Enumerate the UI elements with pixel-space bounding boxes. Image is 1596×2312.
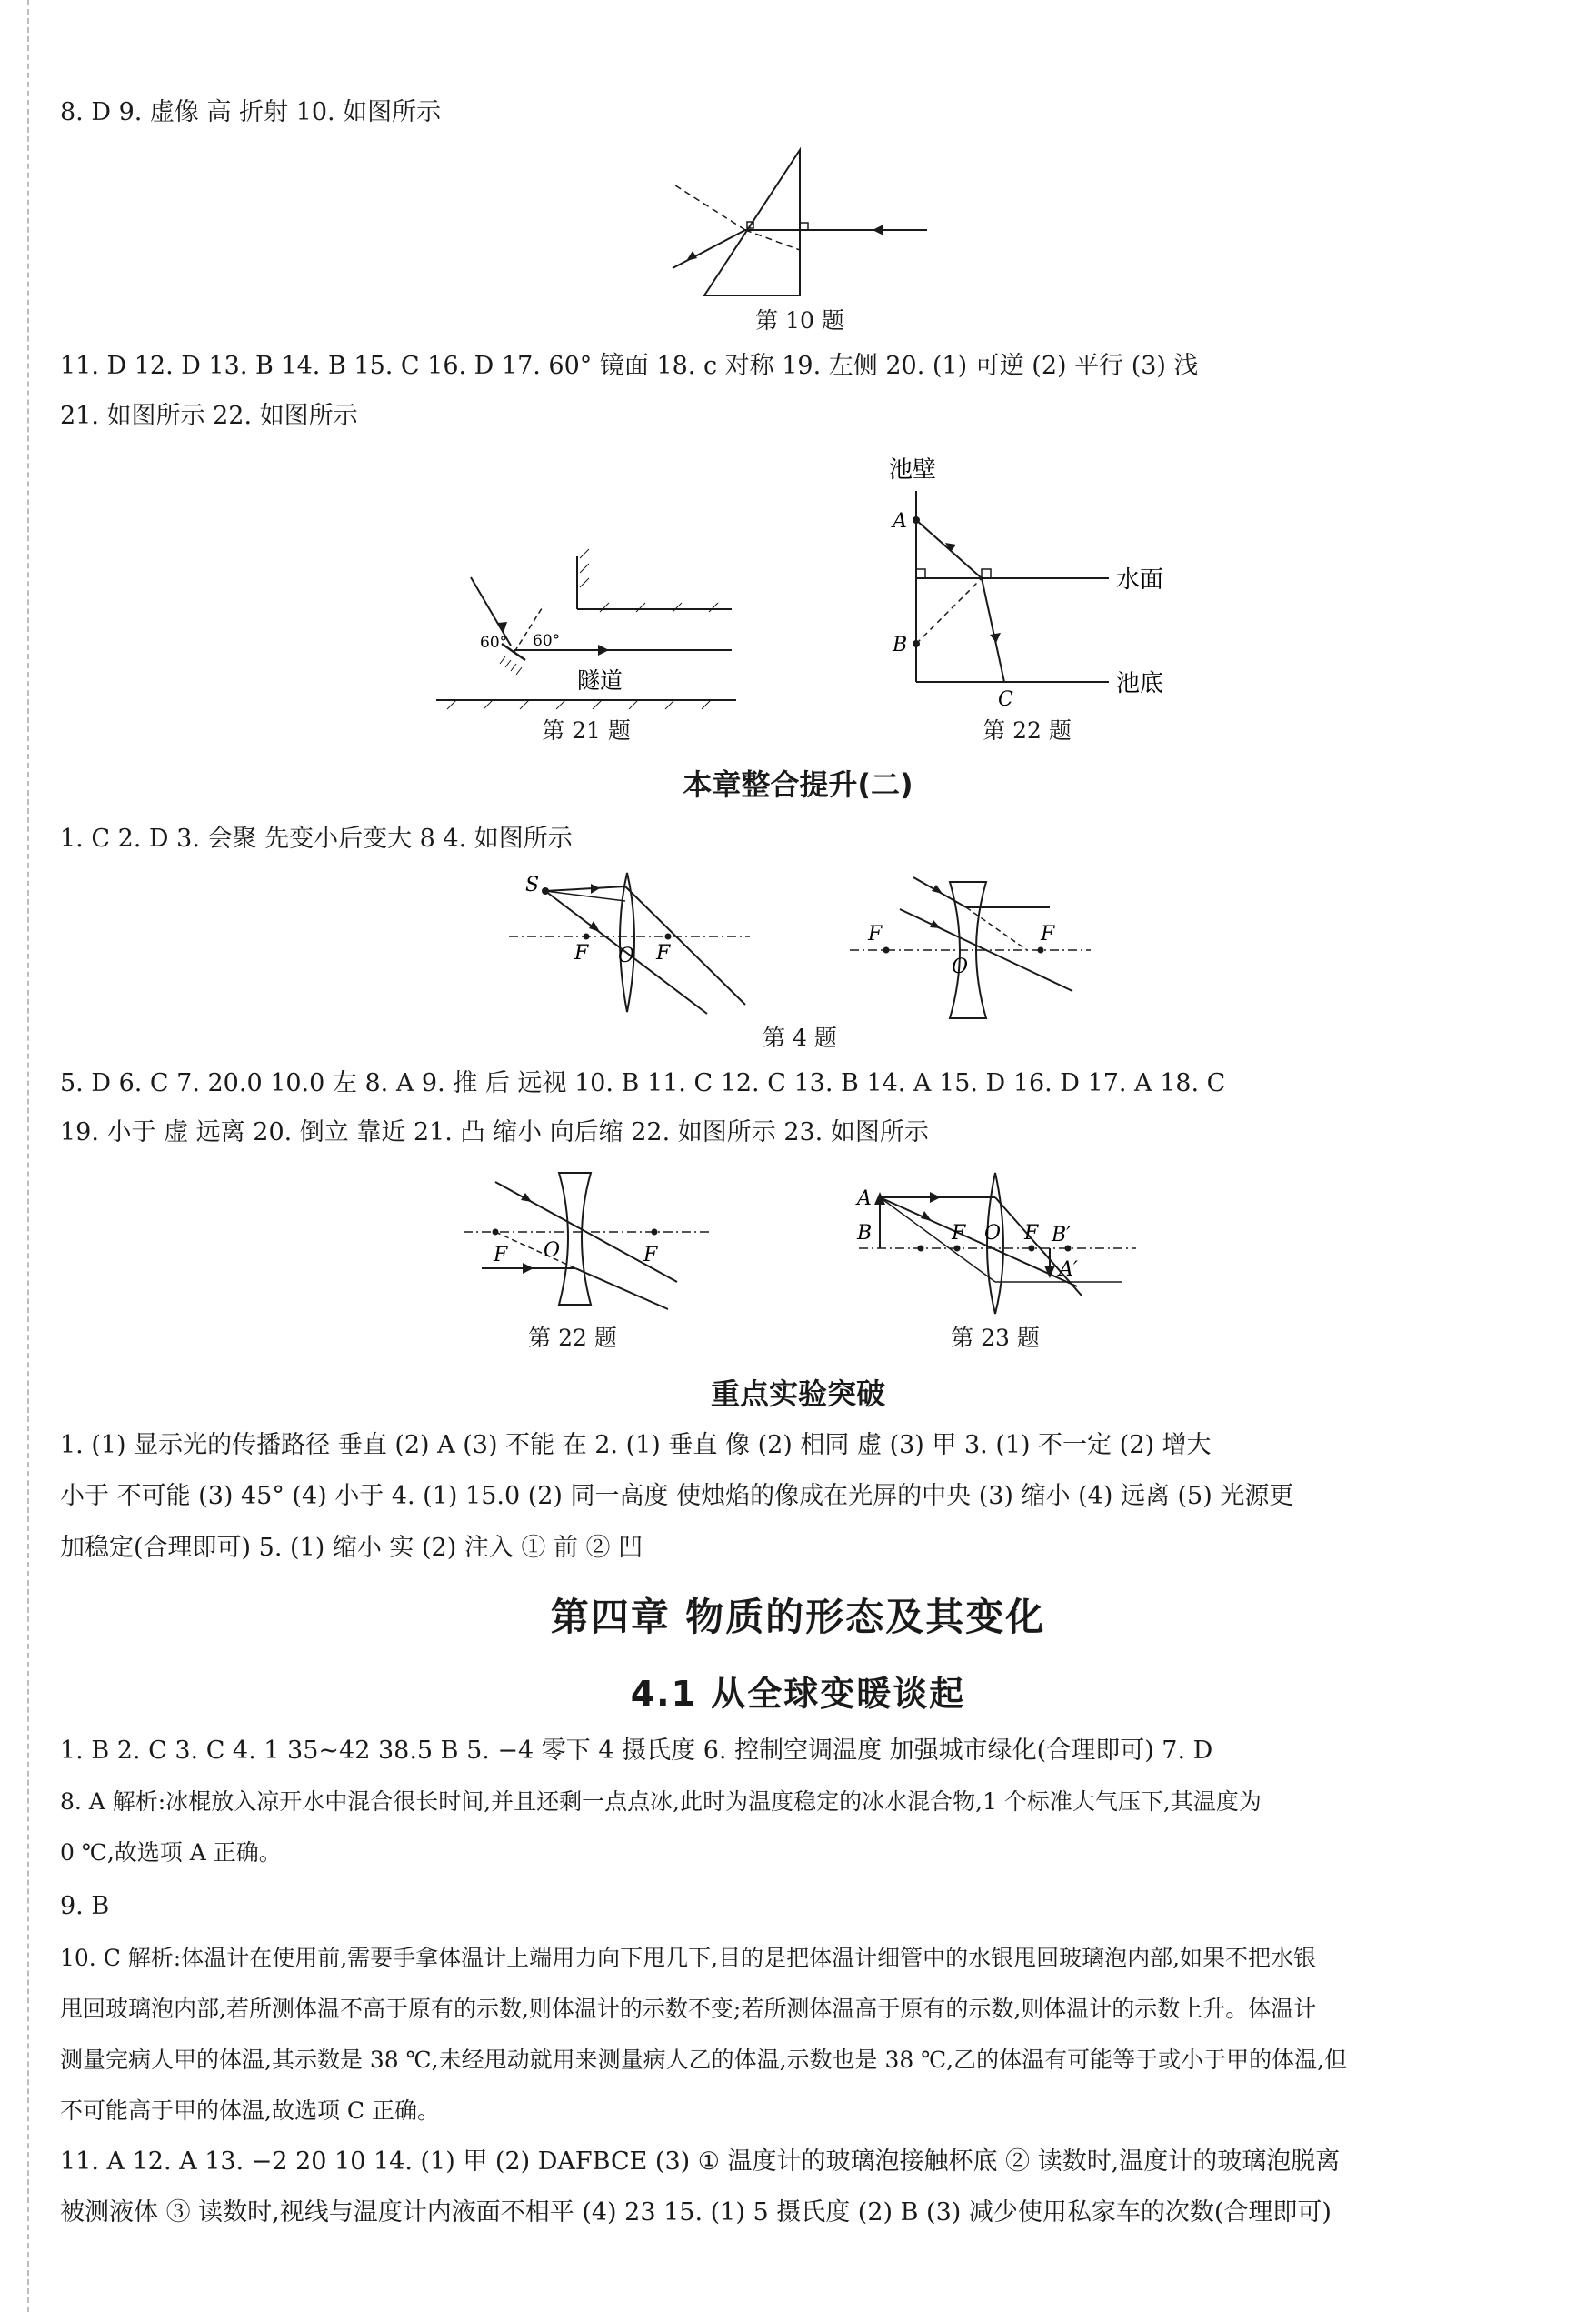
figure-4b-focus-label-right: F [1041, 923, 1055, 946]
answer-line-exp-1-3: 1. (1) 显示光的传播路径 垂直 (2) A (3) 不能 在 2. (1) 垂直 像 (2) 相同 虚 (3) 甲 3. (1) 不一定 (2) 增大 [60, 1431, 1212, 1459]
figure-21-angle-label-2: 60° [533, 632, 561, 650]
figure-22b-concave-lens-diagram [459, 1168, 713, 1323]
figure-22-pool-diagram [882, 445, 1182, 718]
figure-21-angle-label-1: 60° [480, 634, 508, 652]
figure-21-caption: 第 21 题 [542, 717, 631, 744]
figure-22b-focus-label-right: F [643, 1244, 658, 1266]
answer-line-review-1-4: 1. C 2. D 3. 会聚 先变小后变大 8 4. 如图所示 [60, 825, 573, 853]
answer-line-10-explanation: 10. C 解析:体温计在使用前,需要手拿体温计上端用力向下甩几下,目的是把体温计细管中的水银甩回玻璃泡内部,如果不把水银 [60, 1945, 1317, 1971]
answer-line-21-22: 21. 如图所示 22. 如图所示 [60, 402, 358, 430]
answer-line-10-explanation-2: 甩回玻璃泡内部,若所测体温不高于原有的示数,则体温计的示数不变;若所测体温高于原有的示数,则体温计的示数上升。体温计 [60, 1996, 1317, 2022]
answer-line-4-1-1-7: 1. B 2. C 3. C 4. 1 35~42 38.5 B 5. −4 零下 4 摄氏度 6. 控制空调温度 加强城市绿化(合理即可) 7. D [60, 1737, 1213, 1765]
answer-line-exp-4-5: 加稳定(合理即可) 5. (1) 缩小 实 (2) 注入 ① 前 ② 凹 [60, 1534, 643, 1562]
subsection-heading: 4.1 从全球变暖谈起 [630, 1674, 966, 1714]
figure-21-tunnel-label: 隧道 [577, 667, 623, 694]
answer-line-10-explanation-4: 不可能高于甲的体温,故选项 C 正确。 [60, 2097, 440, 2124]
figure-22-surface-label: 水面 [1116, 566, 1164, 594]
figure-4-caption: 第 4 题 [763, 1025, 837, 1051]
section-heading-chapter-review: 本章整合提升(二) [683, 767, 913, 802]
answer-line-exp-3-4: 小于 不可能 (3) 45° (4) 小于 4. (1) 15.0 (2) 同一高度 使烛焰的像成在光屏的中央 (3) 缩小 (4) 远离 (5) 光源更 [60, 1482, 1294, 1510]
figure-23-image-top-label: A′ [1059, 1258, 1078, 1281]
figure-22b-origin-label: O [544, 1239, 561, 1262]
figure-23-object-base-label: B [857, 1222, 873, 1245]
figure-22-point-b: B [893, 634, 908, 656]
figure-10-prism-diagram [654, 145, 945, 300]
figure-4-focus-label-right: F [656, 942, 671, 965]
figure-22b-caption: 第 22 题 [528, 1325, 617, 1351]
answer-line-10-explanation-3: 测量完病人甲的体温,其示数是 38 ℃,未经甩动就用来测量病人乙的体温,示数也是 38 ℃,乙的体温有可能等于或小于甲的体温,但 [60, 2047, 1348, 2073]
figure-23-convex-lens-diagram [850, 1168, 1141, 1323]
answer-line-19-23: 19. 小于 虚 远离 20. 倒立 靠近 21. 凸 缩小 向后缩 22. 如图所示 23. 如图所示 [60, 1118, 929, 1146]
figure-22-caption: 第 22 题 [983, 717, 1072, 744]
answer-line-11-20: 11. D 12. D 13. B 14. B 15. C 16. D 17. 60° 镜面 18. c 对称 19. 左侧 20. (1) 可逆 (2) 平行 (3) 浅 [60, 352, 1199, 380]
figure-21-tunnel-diagram [427, 545, 754, 718]
figure-4b-origin-label: O [952, 956, 969, 978]
answer-line-14-15: 被测液体 ③ 读数时,视线与温度计内液面不相平 (4) 23 15. (1) 5 摄氏度 (2) B (3) 减少使用私家车的次数(合理即可) [60, 2198, 1332, 2227]
figure-4-convex-lens-diagram [509, 868, 754, 1023]
figure-4-source-label: S [525, 874, 540, 896]
figure-23-image-base-label: B′ [1052, 1224, 1072, 1246]
figure-23-origin-label: O [984, 1222, 1002, 1245]
figure-23-focus-label-left: F [952, 1222, 966, 1245]
binding-margin-line [27, 0, 29, 2312]
answer-line-9: 9. B [60, 1892, 110, 1920]
figure-4-origin-label: O [618, 945, 635, 967]
figure-22-bottom-label: 池底 [1116, 670, 1164, 697]
figure-10-caption: 第 10 题 [755, 307, 844, 334]
answer-line-5-18: 5. D 6. C 7. 20.0 10.0 左 8. A 9. 推 后 远视 10. B 11. C 12. C 13. B 14. A 15. D 16. D 17. A 18. C [60, 1069, 1226, 1097]
section-heading-key-experiments: 重点实验突破 [710, 1376, 885, 1411]
figure-22-wall-label: 池壁 [889, 456, 937, 484]
answer-line-8-10: 8. D 9. 虚像 高 折射 10. 如图所示 [60, 98, 442, 126]
figure-22-point-a: A [893, 510, 907, 533]
figure-23-object-top-label: A [857, 1187, 872, 1210]
answer-line-11-14: 11. A 12. A 13. −2 20 10 14. (1) 甲 (2) DAFBCE (3) ① 温度计的玻璃泡接触杯底 ② 读数时,温度计的玻璃泡脱离 [60, 2147, 1341, 2176]
figure-22-point-c: C [998, 688, 1013, 711]
answer-line-8-explanation: 8. A 解析:冰棍放入凉开水中混合很长时间,并且还剩一点点冰,此时为温度稳定的冰水混合物,1 个标准大气压下,其温度为 [60, 1788, 1262, 1815]
figure-22b-focus-label-left: F [494, 1244, 508, 1266]
answer-line-8-explanation-cont: 0 ℃,故选项 A 正确。 [60, 1839, 282, 1866]
figure-23-focus-label-right: F [1024, 1222, 1039, 1245]
figure-4-focus-label-left: F [574, 942, 589, 965]
figure-4b-focus-label-left: F [868, 923, 883, 946]
figure-4-concave-lens-diagram [850, 873, 1095, 1027]
figure-23-caption: 第 23 题 [951, 1325, 1040, 1351]
chapter-heading: 第四章 物质的形态及其变化 [550, 1595, 1046, 1639]
